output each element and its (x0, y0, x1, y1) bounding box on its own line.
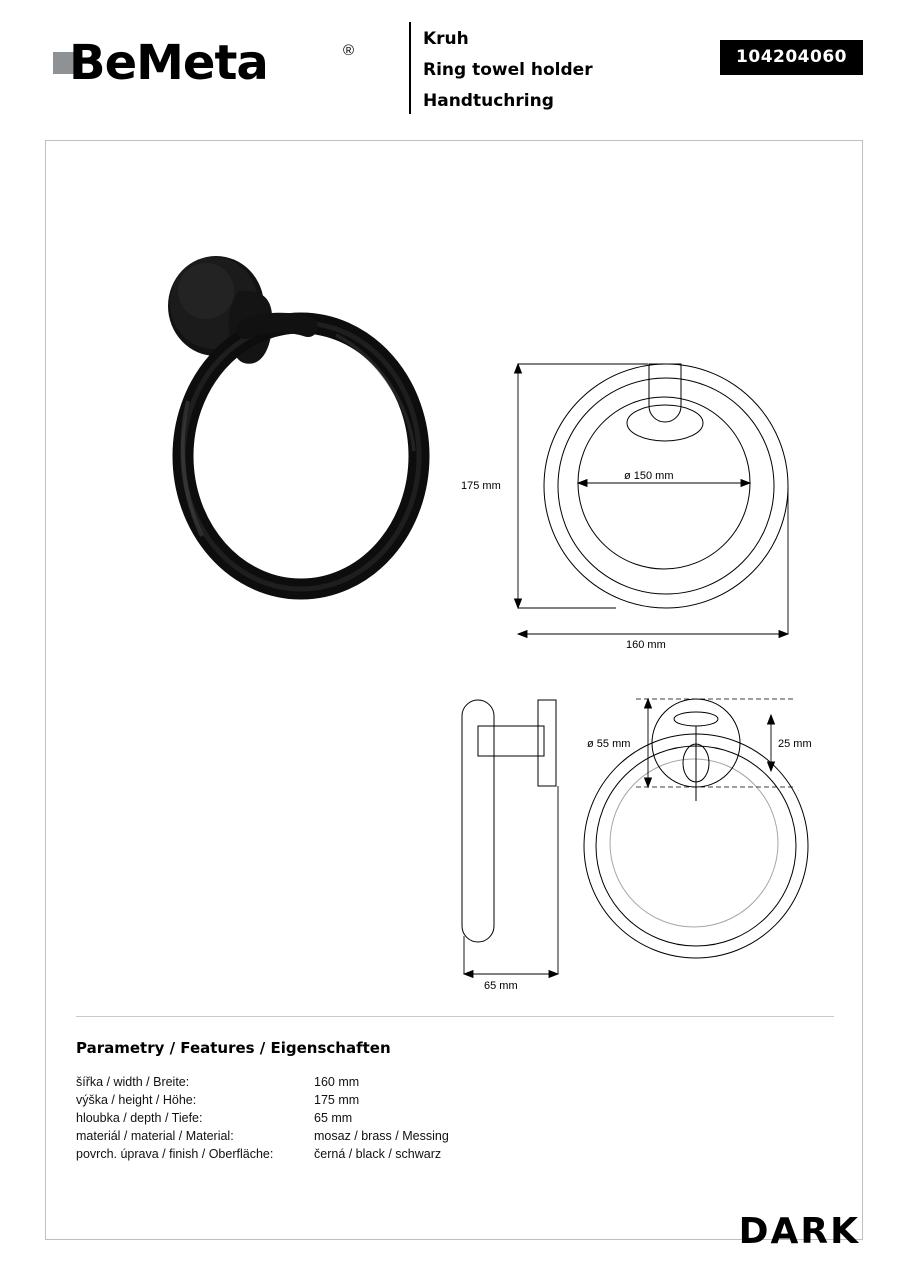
product-photo (126, 231, 486, 671)
logo-wordmark: BeMeta (69, 35, 268, 91)
table-row (76, 1127, 636, 1145)
bemeta-logo (45, 36, 390, 98)
spec-value: černá / black / schwarz (314, 1147, 442, 1161)
spec-value: 160 mm (314, 1075, 360, 1089)
table-row (76, 1109, 636, 1127)
table-row (76, 1091, 636, 1109)
dim-diameter-label: ø 150 mm (624, 470, 674, 482)
dim-rosette-label: ø 55 mm (587, 738, 631, 750)
spec-value: 175 mm (314, 1093, 360, 1107)
product-title-cs: Kruh (423, 29, 469, 49)
product-code-badge: 104204060 (720, 40, 863, 75)
spec-divider (76, 1016, 834, 1017)
technical-drawing-front-view (461, 351, 816, 651)
header-divider (409, 22, 411, 114)
product-title-en: Ring towel holder (423, 60, 593, 80)
technical-drawing-side-view (406, 686, 596, 1016)
spec-section-title: Parametry / Features / Eigenschaften (76, 1039, 391, 1057)
technical-drawing-detail-view (586, 681, 826, 1011)
dim-height-label: 175 mm (461, 480, 501, 492)
spec-label: šířka / width / Breite: (76, 1075, 190, 1089)
dim-width-label: 160 mm (626, 639, 666, 651)
spec-label: hloubka / depth / Tiefe: (76, 1111, 203, 1125)
spec-label: výška / height / Höhe: (76, 1093, 197, 1107)
series-name-footer: DARK (738, 1211, 860, 1252)
product-title-de: Handtuchring (423, 91, 554, 111)
spec-value: mosaz / brass / Messing (314, 1129, 449, 1143)
content-frame (45, 140, 863, 1240)
spec-label: materiál / material / Material: (76, 1129, 234, 1143)
page-header (45, 22, 863, 114)
dim-projection-label: 25 mm (778, 738, 812, 750)
registered-trademark-icon: ® (343, 42, 355, 59)
spec-table (76, 1073, 636, 1163)
product-titles (423, 24, 723, 117)
table-row (76, 1073, 636, 1091)
spec-value: 65 mm (314, 1111, 353, 1125)
spec-label: povrch. úprava / finish / Oberfläche: (76, 1147, 274, 1161)
dim-depth-label: 65 mm (484, 980, 518, 992)
table-row (76, 1145, 636, 1163)
